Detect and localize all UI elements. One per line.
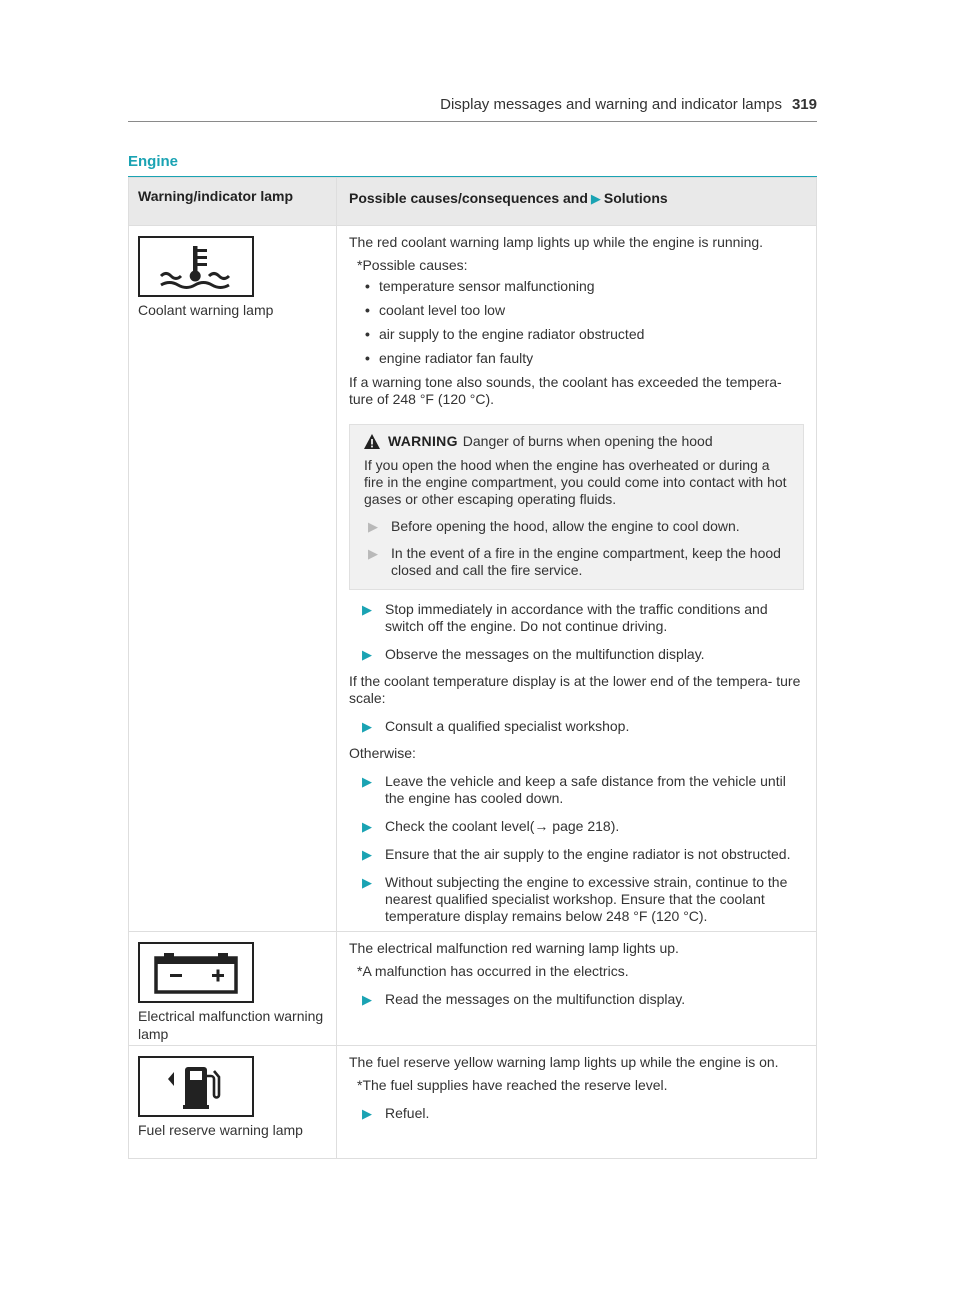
warning-subtitle: Danger of burns when opening the hood [462, 433, 713, 449]
lamp-symbol-box [138, 236, 254, 297]
step-text: Before opening the hood, allow the engine to cool down. [391, 518, 740, 534]
section-title: Engine [128, 153, 179, 170]
step-text: Consult a qualified specialist workshop. [385, 718, 630, 734]
solution-step [349, 818, 804, 835]
lamp-cell [129, 932, 337, 1046]
running-title: Display messages and warning and indicator lamps [440, 96, 782, 113]
col-header-lamp: Warning/indicator lamp [129, 178, 337, 226]
step-arrow-icon: ▶ [362, 847, 372, 862]
causes-list [349, 278, 804, 367]
solution-step [349, 601, 804, 635]
solution-step [349, 874, 804, 925]
lamp-symbol-box [138, 1056, 254, 1117]
warning-title: WARNING [388, 433, 458, 449]
solution-step [349, 1105, 804, 1122]
warning-lamp-table [128, 177, 817, 1159]
step-arrow-icon: ▶ [368, 519, 378, 534]
list-item: • temperature sensor malfunctioning [349, 278, 804, 295]
table-header-row [129, 178, 817, 226]
warning-step [364, 518, 789, 535]
lamp-cell [129, 226, 337, 932]
solution-step [349, 718, 804, 735]
step-text: Read the messages on the multifunction display. [385, 991, 686, 1007]
warning-step [364, 545, 789, 579]
causes-cell [337, 932, 817, 1046]
col-header-solutions-text: Solutions [603, 190, 668, 206]
otherwise-text: Otherwise: [349, 745, 416, 761]
list-item: • engine radiator fan faulty [349, 350, 804, 367]
col-header-causes-text: Possible causes/consequences and [349, 190, 588, 206]
table-row [129, 226, 817, 932]
causes-cell [337, 226, 817, 932]
lamp-symbol-box [138, 942, 254, 1003]
step-text: Stop immediately in accordance with the traffic conditions and switch off the engine. Do not continue driving. [385, 601, 768, 634]
header-rule [128, 121, 817, 122]
step-arrow-icon: ▶ [362, 1106, 372, 1121]
lamp-label: Fuel reserve warning lamp [138, 1122, 303, 1138]
step-arrow-icon: ▶ [362, 819, 372, 834]
intro-text: The fuel reserve yellow warning lamp lights up while the engine is on. [349, 1054, 779, 1070]
col-header-causes [337, 178, 817, 226]
step-arrow-icon: ▶ [362, 647, 372, 662]
battery-icon [150, 950, 242, 996]
cause-text: *A malfunction has occurred in the electrics. [357, 963, 629, 979]
step-text: Refuel. [385, 1105, 430, 1121]
step-text: Observe the messages on the multifunction display. [385, 646, 705, 662]
step-arrow-icon: ▶ [362, 719, 372, 734]
step-text: Leave the vehicle and keep a safe distance from the vehicle until the engine has cooled down. [385, 773, 786, 806]
table-row [129, 1046, 817, 1159]
step-text: In the event of a fire in the engine compartment, keep the hood closed and call the fire service. [391, 545, 781, 578]
list-item: • coolant level too low [349, 302, 804, 319]
warning-header [364, 433, 789, 450]
warning-triangle-icon [364, 434, 380, 449]
step-arrow-icon: ▶ [368, 546, 378, 561]
lamp-label: Coolant warning lamp [138, 302, 274, 318]
fuel-pump-icon [166, 1062, 226, 1112]
solution-step [349, 773, 804, 807]
step-arrow-icon: ▶ [362, 992, 372, 1007]
step-text: Ensure that the air supply to the engine radiator is not obstructed. [385, 846, 791, 862]
coolant-temperature-icon [151, 243, 241, 291]
solution-step [349, 846, 804, 863]
step-text: Check the coolant level(→ page 218). [385, 818, 620, 834]
causes-cell [337, 1046, 817, 1159]
step-arrow-icon: ▶ [362, 602, 372, 617]
intro-text: The electrical malfunction red warning lamp lights up. [349, 940, 679, 956]
causes-label: *Possible causes: [357, 257, 468, 273]
solution-step [349, 646, 804, 663]
lamp-cell [129, 1046, 337, 1159]
solution-step [349, 991, 804, 1008]
solution-arrow-icon: ▶ [590, 191, 601, 206]
intro-text: The red coolant warning lamp lights up while the engine is running. [349, 234, 764, 250]
cause-text: *The fuel supplies have reached the reserve level. [357, 1077, 668, 1093]
table-row [129, 932, 817, 1046]
lower-end-text: If the coolant temperature display is at the lower end of the tempera- ture scale: [349, 673, 801, 706]
warning-box [349, 424, 804, 590]
step-arrow-icon: ▶ [362, 875, 372, 890]
running-header [128, 96, 817, 120]
list-item: • air supply to the engine radiator obstructed [349, 326, 804, 343]
step-arrow-icon: ▶ [362, 774, 372, 789]
page-number: 319 [791, 96, 817, 113]
tone-text: If a warning tone also sounds, the coolant has exceeded the tempera- ture of 248 °F (120 °C). [349, 374, 782, 407]
lamp-label: Electrical malfunction warning lamp [138, 1008, 324, 1042]
warning-body: If you open the hood when the engine has overheated or during a fire in the engine compartment, you could come into contact with hot gases or other escaping operating fluids. [364, 457, 787, 507]
step-text: Without subjecting the engine to excessive strain, continue to the nearest qualified specialist workshop. Ensure that the coolant temperature display remains below 248 °F (120 °C). [385, 874, 788, 924]
